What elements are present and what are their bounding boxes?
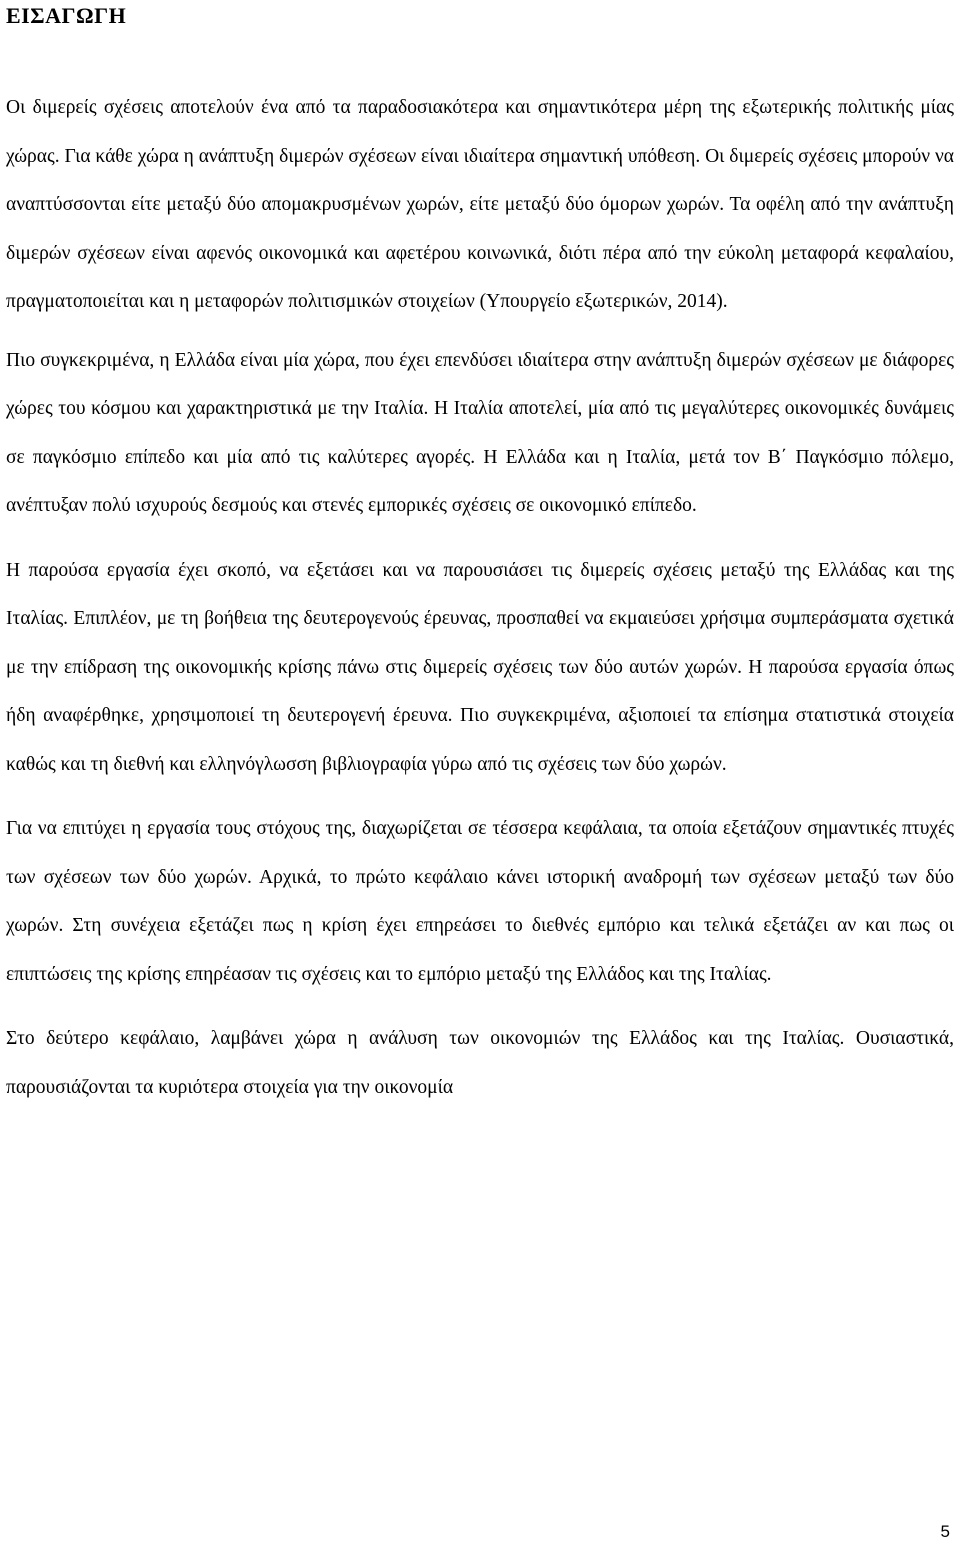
section-heading: ΕΙΣΑΓΩΓΗ: [6, 3, 127, 28]
page-number: 5: [940, 1522, 950, 1541]
paragraph-second-chapter: Στο δεύτερο κεφάλαιο, λαμβάνει χώρα η ανάλυση των οικονομιών της Ελλάδος και της Ιταλίας. Ουσιαστικά, παρουσιάζονται τα κυριότερα στοιχεία για την οικονομία: [6, 1028, 954, 1098]
paragraph-intro: Οι διμερείς σχέσεις αποτελούν ένα από τα παραδοσιακότερα και σημαντικότερα μέρη της εξωτερικής πολιτικής μίας χώρας. Για κάθε χώρα η ανάπτυξη διμερών σχέσεων είναι ιδιαίτερα σημαντική υπόθεση. Οι διμερείς σχέσεις μπορούν να αναπτύσσονται είτε μεταξύ δύο απομακρυσμένων χωρών, είτε μεταξύ δύο όμορων χωρών. Τα οφέλη από την ανάπτυξη διμερών σχέσεων είναι αφενός οικονομικά και αφετέρου κοινωνικά, διότι πέρα από την εύκολη μεταφορά κεφαλαίου, πραγματοποιείται και η μεταφορών πολιτισμικών στοιχείων (Υπουργείο εξωτερικών, 2014).: [6, 97, 954, 312]
document-page: [6, 0, 954, 1112]
paragraph-purpose: Η παρούσα εργασία έχει σκοπό, να εξετάσει και να παρουσιάσει τις διμερείς σχέσεις μεταξύ της Ελλάδας και της Ιταλίας. Επιπλέον, με τη βοήθεια της δευτερογενούς έρευνας, προσπαθεί να εκμαιεύσει χρήσιμα συμπεράσματα σχετικά με την επίδραση της οικονομικής κρίσης πάνω στις διμερείς σχέσεις των δύο αυτών χωρών. Η παρούσα εργασία όπως ήδη αναφέρθηκε, χρησιμοποιεί τη δευτερογενή έρευνα. Πιο συγκεκριμένα, αξιοποιεί τα επίσημα στατιστικά στοιχεία καθώς και τη διεθνή και ελληνόγλωσση βιβλιογραφία γύρω από τις σχέσεις των δύο χωρών.: [6, 559, 954, 775]
paragraph-greece-italy: Πιο συγκεκριμένα, η Ελλάδα είναι μία χώρα, που έχει επενδύσει ιδιαίτερα στην ανάπτυξη διμερών σχέσεων με διάφορες χώρες του κόσμου και χαρακτηριστικά με την Ιταλία. Η Ιταλία αποτελεί, μία από τις μεγαλύτερες οικονομικές δυνάμεις σε παγκόσμιο επίπεδο και μία από τις καλύτερες αγορές. Η Ελλάδα και η Ιταλία, μετά τον Β΄ Παγκόσμιο πόλεμο, ανέπτυξαν πολύ ισχυρούς δεσμούς και στενές εμπορικές σχέσεις σε οικονομικό επίπεδο.: [6, 349, 954, 516]
paragraph-structure: Για να επιτύχει η εργασία τους στόχους της, διαχωρίζεται σε τέσσερα κεφάλαια, τα οποία εξετάζουν σημαντικές πτυχές των σχέσεων των δύο χωρών. Αρχικά, το πρώτο κεφάλαιο κάνει ιστορική αναδρομή των σχέσεων μεταξύ των δύο χωρών. Στη συνέχεια εξετάζει πως η κρίση έχει επηρεάσει το διεθνές εμπόριο και τελικά εξετάζει αν και πως οι επιπτώσεις της κρίσης επηρέασαν τις σχέσεις και το εμπόριο μεταξύ της Ελλάδος και της Ιταλίας.: [6, 818, 954, 985]
